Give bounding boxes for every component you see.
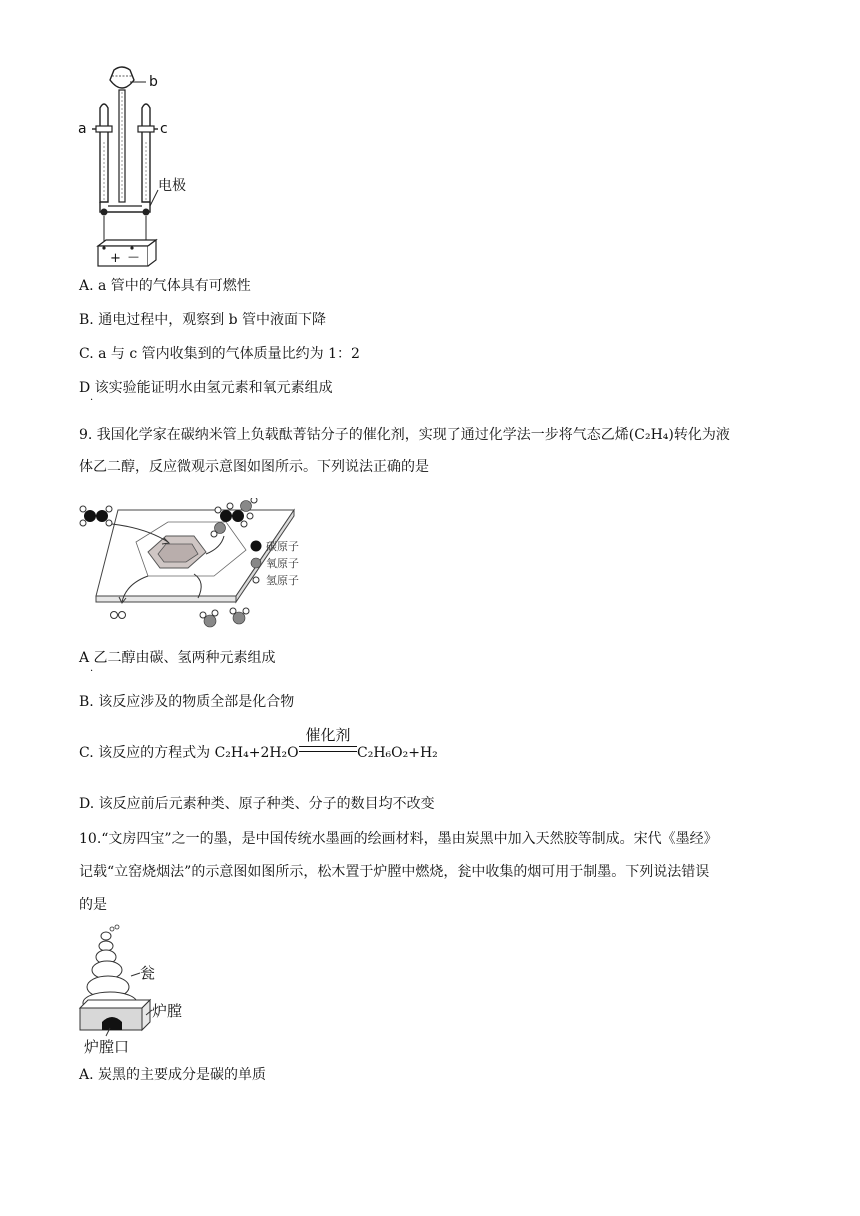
reaction-microscopic-figure [76,498,316,638]
kiln-figure [76,920,216,1060]
q8-option-d: D 该实验能证明水由氢元素和氧元素组成 [79,380,333,396]
q9-option-d: D. 该反应前后元素种类、原子种类、分子的数目均不改变 [79,796,435,812]
label-lutangkou: 炉膛口 [84,1038,130,1056]
catalyst-label: 催化剂 [305,726,351,744]
q9-stem-line2: 体乙二醇，反应微观示意图如图所示。下列说法正确的是 [79,459,429,475]
equals-bar [299,746,357,752]
electrolysis-apparatus-figure [74,62,204,272]
q8-option-a: A. a 管中的气体具有可燃性 [79,278,251,294]
q10-stem-line3: 的是 [79,897,107,913]
label-plus: + [110,251,121,266]
q9-option-a: A 乙二醇由碳、氢两种元素组成 [79,650,276,666]
q9-option-b: B. 该反应涉及的物质全部是化合物 [79,694,295,710]
q9-stem-line1: 9. 我国化学家在碳纳米管上负载酞菁钴分子的催化剂，实现了通过化学法一步将气态乙烯(C₂H₄)转化为液 [79,427,730,443]
q10-stem-line1: 10.“文房四宝”之一的墨，是中国传统水墨画的绘画材料，墨由炭黑中加入天然胶等制成。宋代《墨经》 [79,831,718,847]
label-lutang: 炉膛 [152,1002,183,1020]
q8-option-c: C. a 与 c 管内收集到的气体质量比约为 1：2 [79,346,360,362]
decorative-dot: · [90,395,94,406]
legend-oxygen: 氧原子 [266,557,299,570]
q8-option-b: B. 通电过程中，观察到 b 管中液面下降 [79,312,327,328]
label-c: c [160,121,168,137]
decorative-dot: · [90,666,94,677]
q10-option-a: A. 炭黑的主要成分是碳的单质 [79,1067,267,1083]
catalyst-condition [299,726,357,752]
label-minus: — [128,250,139,263]
legend-hydrogen: 氢原子 [266,574,299,587]
label-weng: 瓮 [140,964,156,982]
label-electrode: 电极 [158,178,186,194]
q9-option-c-suffix: C₂H₆O₂+H₂ [357,745,438,761]
q9-option-c-prefix: C. 该反应的方程式为 C₂H₄+2H₂O [79,745,299,761]
legend-carbon: 碳原子 [266,540,299,553]
label-b: b [149,74,158,90]
label-a: a [78,121,87,137]
q10-stem-line2: 记载“立窑烧烟法”的示意图如图所示，松木置于炉膛中燃烧，瓮中收集的烟可用于制墨。下列说法错误 [79,864,710,880]
